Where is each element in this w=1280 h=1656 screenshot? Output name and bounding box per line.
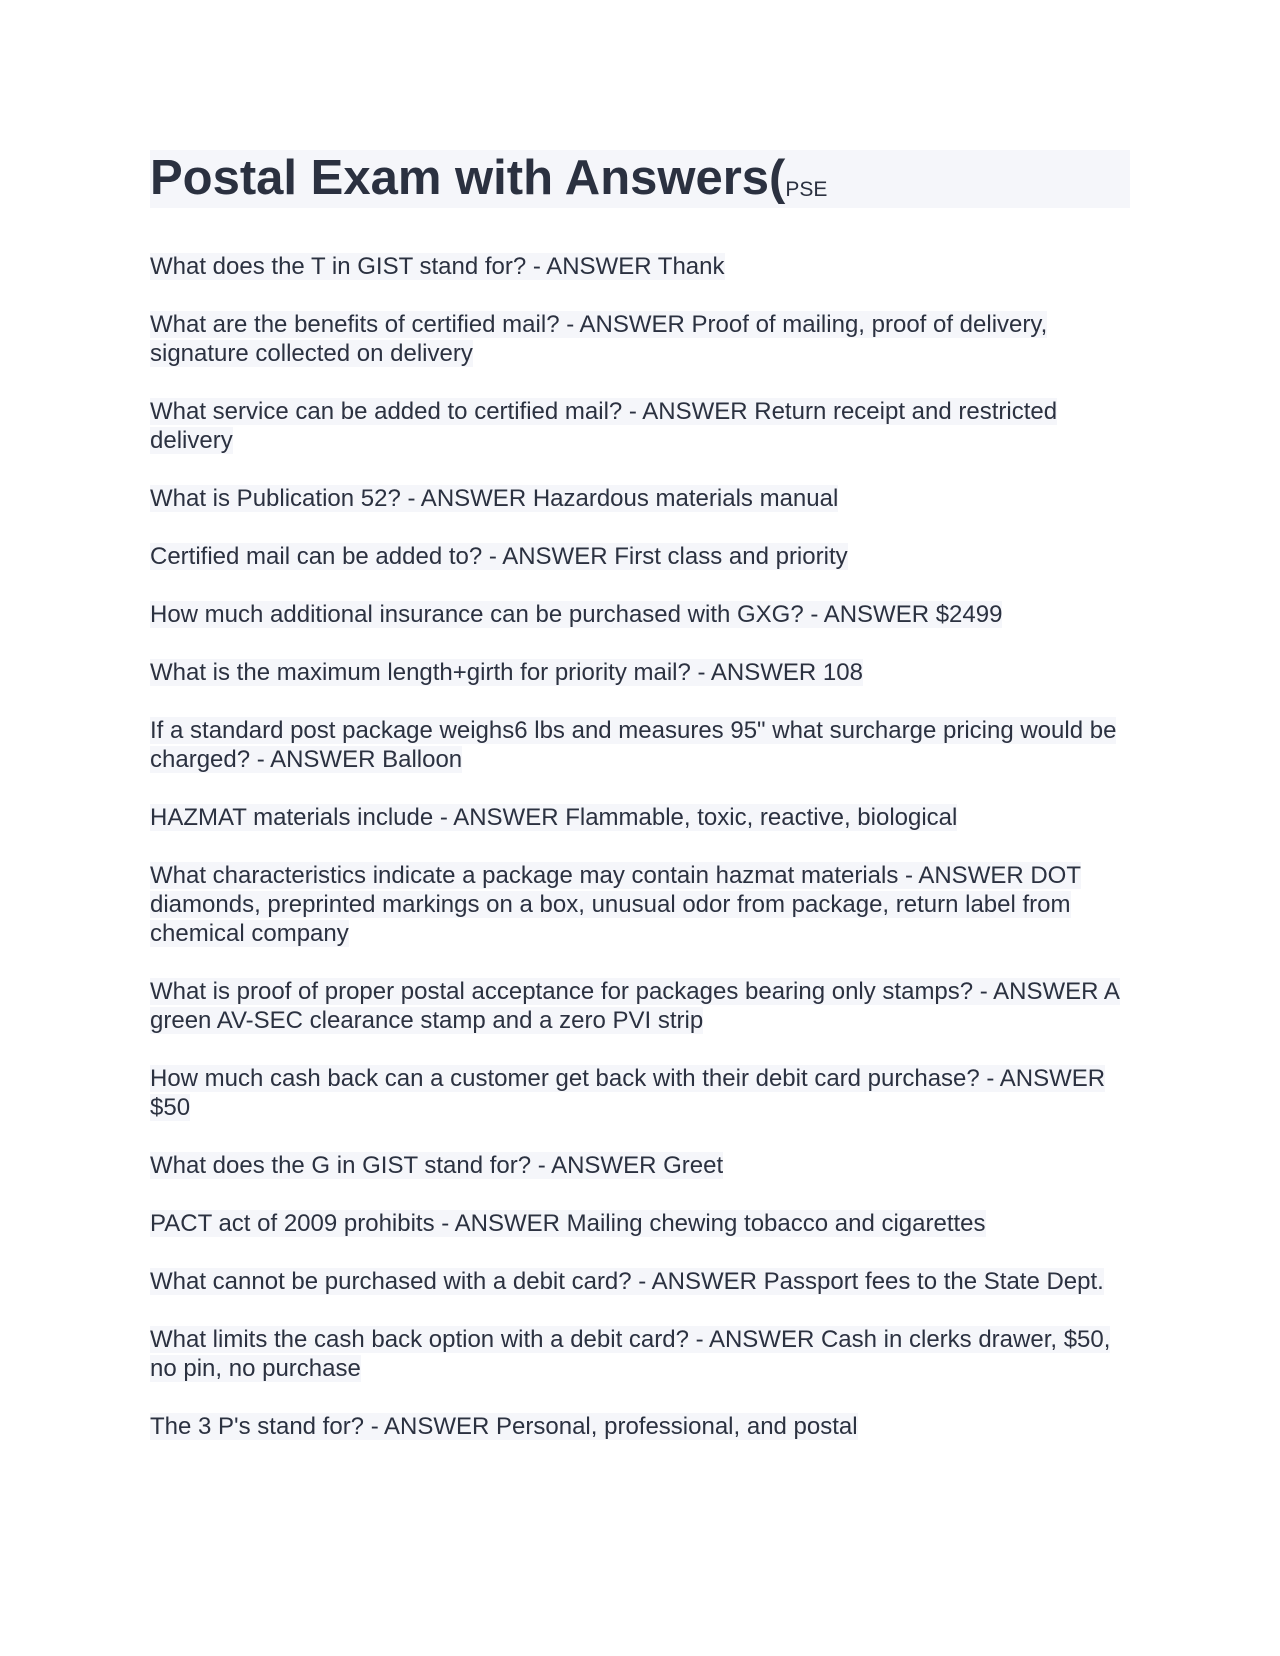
title-suffix-text: PSE [785,178,828,201]
title-main-text: Postal Exam with Answers( [150,151,786,205]
qa-text: What does the G in GIST stand for? - ANSWER Greet [150,1152,724,1179]
qa-text: How much cash back can a customer get back with their debit card purchase? - ANSWER $50 [150,1065,1106,1121]
qa-item [150,803,1130,832]
qa-text: The 3 P's stand for? - ANSWER Personal, professional, and postal [150,1413,858,1440]
qa-text: PACT act of 2009 prohibits - ANSWER Mailing chewing tobacco and cigarettes [150,1210,986,1237]
qa-item [150,716,1130,774]
qa-item [150,1325,1130,1383]
qa-text: If a standard post package weighs6 lbs and measures 95" what surcharge pricing would be charged? - ANSWER Balloon [150,717,1117,773]
document-page [150,150,1130,1470]
qa-item [150,861,1130,948]
qa-text: What is proof of proper postal acceptance for packages bearing only stamps? - ANSWER A green AV-SEC clearance stamp and a zero PVI strip [150,978,1120,1034]
qa-item [150,977,1130,1035]
qa-text: What does the T in GIST stand for? - ANSWER Thank [150,253,725,280]
qa-item [150,252,1130,281]
qa-text: What service can be added to certified mail? - ANSWER Return receipt and restricted delivery [150,398,1058,454]
qa-list [150,252,1130,1441]
qa-text: What is Publication 52? - ANSWER Hazardous materials manual [150,485,839,512]
qa-item [150,542,1130,571]
qa-item [150,1267,1130,1296]
qa-text: What characteristics indicate a package may contain hazmat materials - ANSWER DOT diamonds, preprinted markings on a box, unusual odor from package, return label from chemical company [150,862,1082,947]
qa-item [150,1412,1130,1441]
qa-item [150,600,1130,629]
qa-item [150,484,1130,513]
qa-item [150,397,1130,455]
qa-text: What is the maximum length+girth for priority mail? - ANSWER 108 [150,659,863,686]
qa-text: What cannot be purchased with a debit card? - ANSWER Passport fees to the State Dept. [150,1268,1104,1295]
qa-text: Certified mail can be added to? - ANSWER First class and priority [150,543,848,570]
qa-item [150,1209,1130,1238]
qa-text: How much additional insurance can be purchased with GXG? - ANSWER $2499 [150,601,1003,628]
qa-text: HAZMAT materials include - ANSWER Flammable, toxic, reactive, biological [150,804,958,831]
qa-item [150,1064,1130,1122]
qa-text: What limits the cash back option with a debit card? - ANSWER Cash in clerks drawer, $50, no pin, no purchase [150,1326,1111,1382]
qa-item [150,1151,1130,1180]
qa-text: What are the benefits of certified mail? - ANSWER Proof of mailing, proof of delivery, signature collected on delivery [150,311,1048,367]
document-title [150,150,1130,208]
qa-item [150,310,1130,368]
qa-item [150,658,1130,687]
